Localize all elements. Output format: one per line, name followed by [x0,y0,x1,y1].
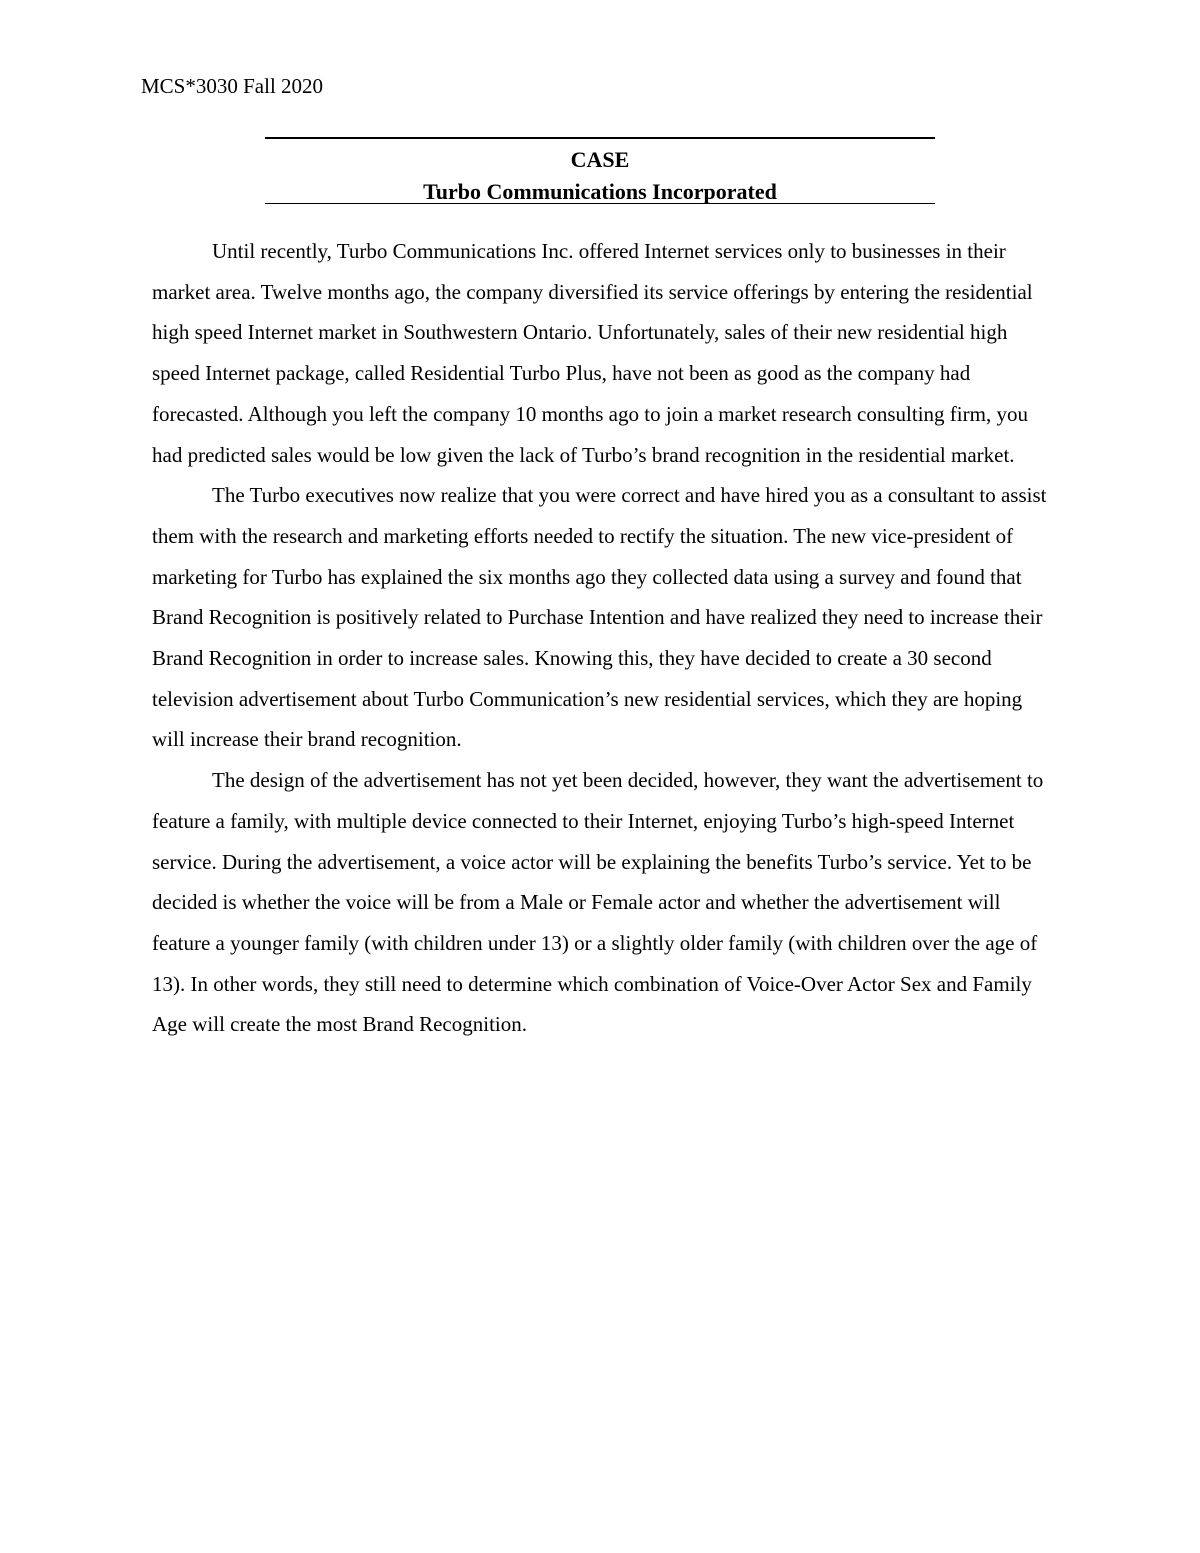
paragraph-1: Until recently, Turbo Communications Inc. offered Internet services only to businesses in their market area. Twelve months ago, the company diversified its service offerings by entering the residential high speed Internet market in Southwestern Ontario. Unfortunately, sales of their new residential high speed Internet package, called Residential Turbo Plus, have not been as good as the company had forecasted. Although you left the company 10 months ago to join a market research consulting firm, you had predicted sales would be low given the lack of Turbo’s brand recognition in the residential market. [152,239,1033,467]
paragraph-3: The design of the advertisement has not yet been decided, however, they want the advertisement to feature a family, with multiple device connected to their Internet, enjoying Turbo’s high-speed Internet service. During the advertisement, a voice actor will be explaining the benefits Turbo’s service. Yet to be decided is whether the voice will be from a Male or Female actor and whether the advertisement will feature a younger family (with children under 13) or a slightly older family (with children over the age of 13). In other words, they still need to determine which combination of Voice-Over Actor Sex and Family Age will create the most Brand Recognition. [152,768,1044,1037]
paragraph-2: The Turbo executives now realize that you were correct and have hired you as a consultant to assist them with the research and marketing efforts needed to rectify the situation. The new vice-president of marketing for Turbo has explained the six months ago they collected data using a survey and found that Brand Recognition is positively related to Purchase Intention and have realized they need to increase their Brand Recognition in order to increase sales. Knowing this, they have decided to create a 30 second television advertisement about Turbo Communication’s new residential services, which they are hoping will increase their brand recognition. [152,483,1047,752]
case-title-block [265,137,935,204]
case-body [152,231,1052,1045]
page-header: MCS*3030 Fall 2020 [141,74,324,98]
case-title: Turbo Communications Incorporated [423,179,777,204]
case-label: CASE [570,147,630,172]
